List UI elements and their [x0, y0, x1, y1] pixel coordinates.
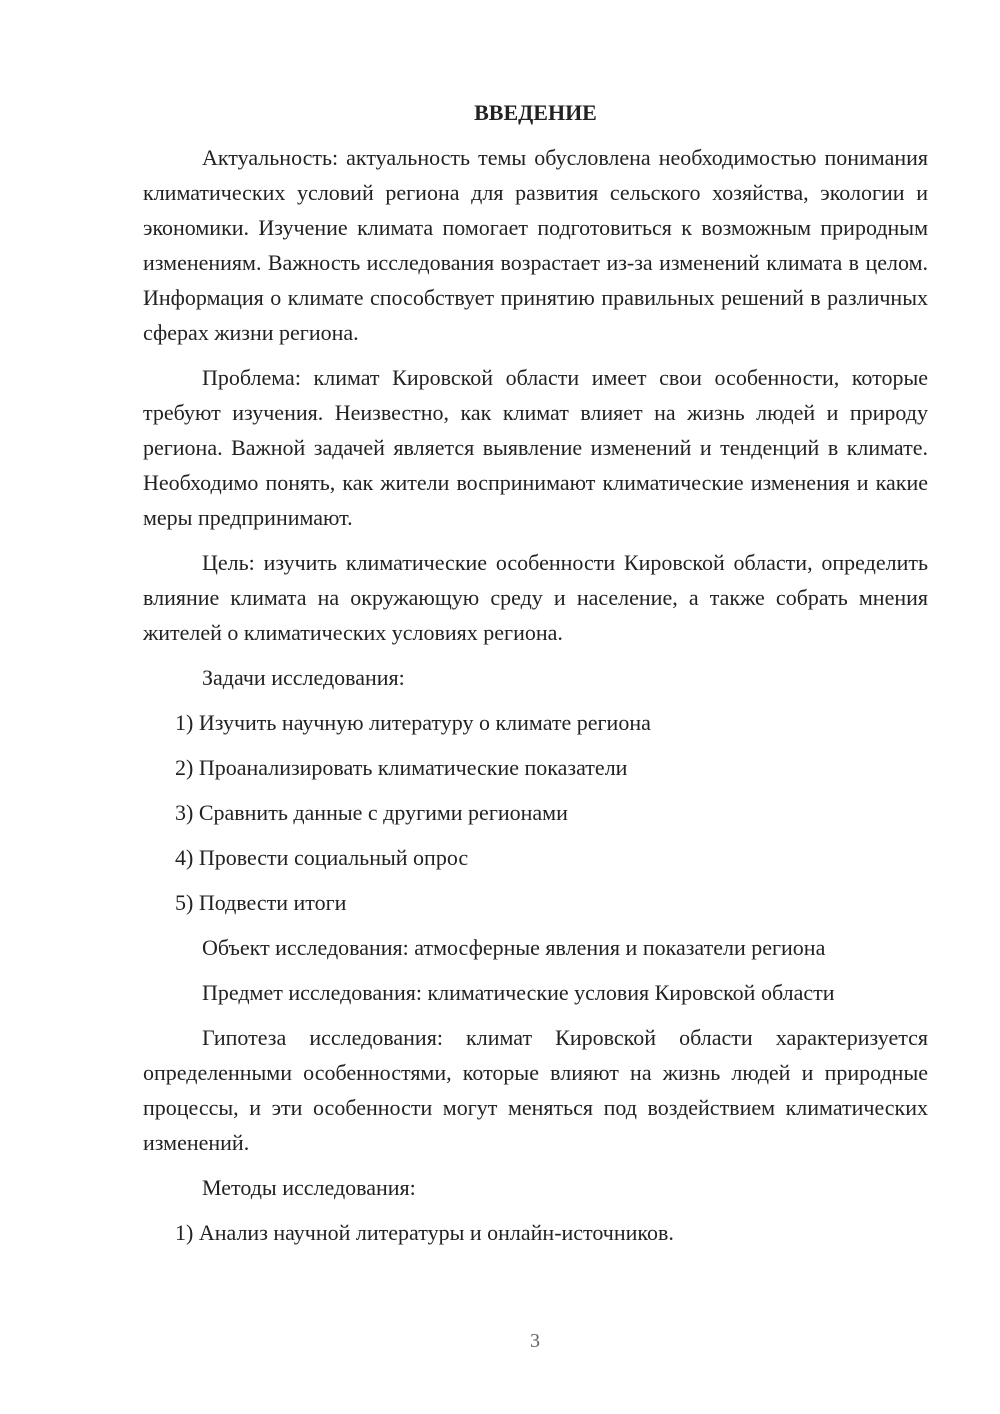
- relevance-paragraph: Актуальность: актуальность темы обусловлена необходимостью понимания климатических условий региона для развития сельского хозяйства, экологии и экономики. Изучение климата помогает подготовиться к возможным природным изменениям. Важность исследования возрастает из-за изменений климата в целом. Информация о климате способствует принятию правильных решений в различных сферах жизни региона.: [143, 145, 928, 345]
- page-content: [143, 95, 928, 1260]
- methods-heading: Методы исследования:: [202, 1175, 416, 1200]
- research-object: Объект исследования: атмосферные явления и показатели региона: [202, 935, 826, 960]
- tasks-heading: Задачи исследования:: [202, 665, 405, 690]
- task-item: 5) Подвести итоги: [175, 890, 347, 915]
- hypothesis-paragraph: Гипотеза исследования: климат Кировской области характеризуется определенными особенностями, которые влияют на жизнь людей и природные процессы, и эти особенности могут меняться под воздействием климатических изменений.: [143, 1025, 928, 1155]
- method-item: 1) Анализ научной литературы и онлайн-источников.: [175, 1220, 674, 1245]
- task-item: 4) Провести социальный опрос: [175, 845, 469, 870]
- goal-paragraph: Цель: изучить климатические особенности Кировской области, определить влияние климата на окружающую среду и население, а также собрать мнения жителей о климатических условиях региона.: [143, 550, 928, 645]
- task-item: 1) Изучить научную литературу о климате региона: [175, 710, 651, 735]
- task-item: 3) Сравнить данные с другими регионами: [175, 800, 568, 825]
- research-subject: Предмет исследования: климатические условия Кировской области: [202, 980, 835, 1005]
- problem-paragraph: Проблема: климат Кировской области имеет свои особенности, которые требуют изучения. Неизвестно, как климат влияет на жизнь людей и природу региона. Важной задачей является выявление изменений и тенденций в климате. Необходимо понять, как жители воспринимают климатические изменения и какие меры предпринимают.: [143, 365, 928, 530]
- task-item: 2) Проанализировать климатические показатели: [175, 755, 628, 780]
- section-title: ВВЕДЕНИЕ: [474, 100, 597, 125]
- page-number: 3: [530, 1330, 540, 1352]
